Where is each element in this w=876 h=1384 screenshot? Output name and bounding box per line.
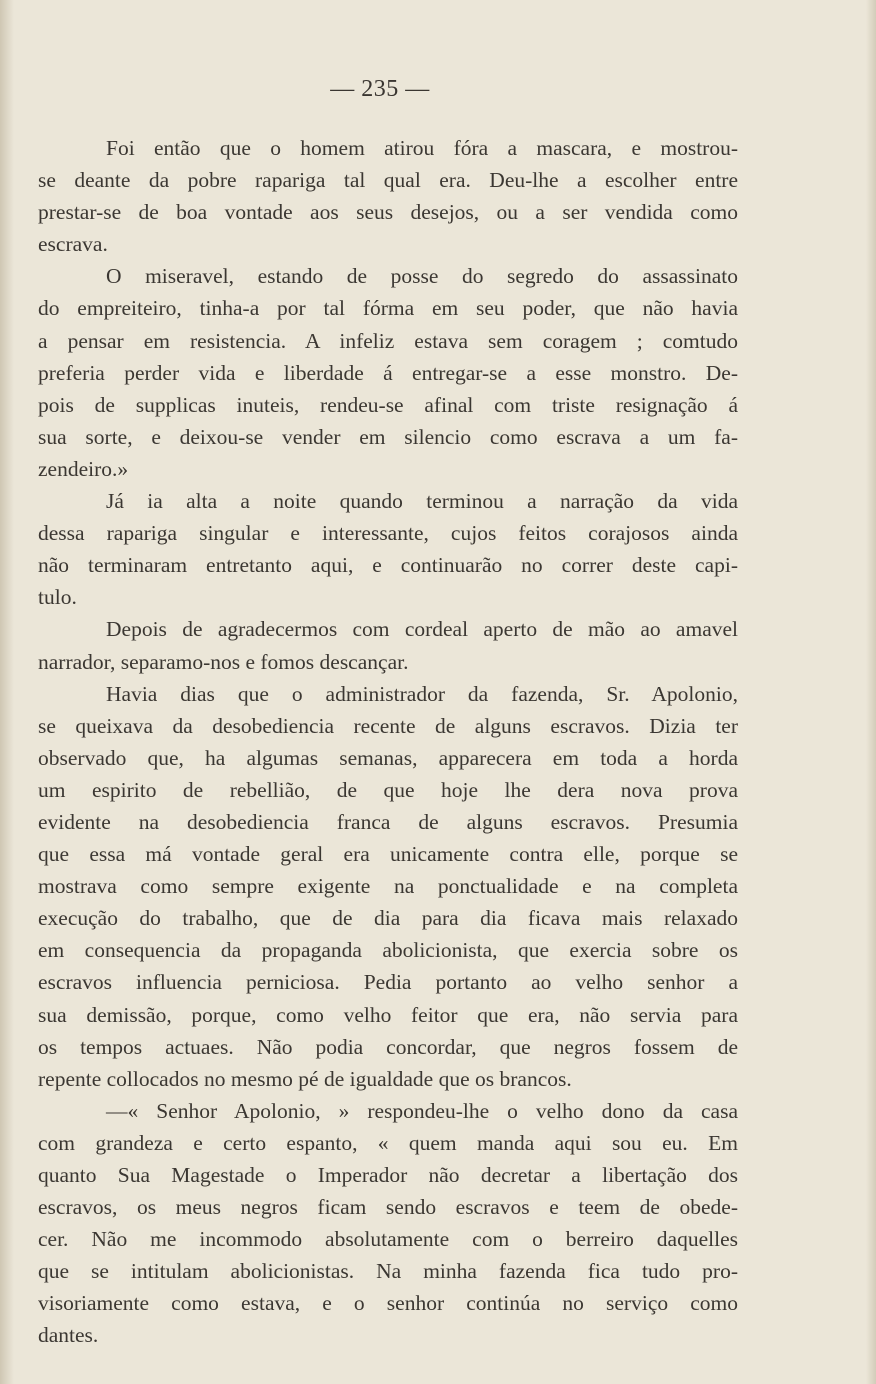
text-line: narrador, separamo-nos e fomos descançar. xyxy=(38,649,409,674)
text-line: dessa rapariga singular e interessante, cujos feitos corajosos ainda xyxy=(38,521,738,546)
text-line: tulo. xyxy=(38,585,77,610)
text-line: Foi então que o homem atirou fóra a mascara, e mostrou- xyxy=(106,136,738,160)
text-line: visoriamente como estava, e o senhor continúa no serviço como xyxy=(38,1291,738,1316)
body-text xyxy=(38,132,738,1352)
text-line: sua demissão, porque, como velho feitor que era, não servia para xyxy=(38,1002,738,1027)
text-line: quanto Sua Magestade o Imperador não decretar a libertação dos xyxy=(38,1163,738,1187)
text-line: O miseravel, estando de posse do segredo do assassinato xyxy=(106,264,738,289)
text-line: evidente na desobediencia franca de alguns escravos. Presumia xyxy=(38,809,738,834)
text-line: do empreiteiro, tinha-a por tal fórma em seu poder, que não havia xyxy=(38,296,738,321)
text-line: se queixava da desobediencia recente de alguns escravos. Dizia ter xyxy=(38,713,738,738)
text-line: que se intitulam abolicionistas. Na minha fazenda fica tudo pro- xyxy=(38,1259,738,1284)
text-line: Depois de agradecermos com cordeal aperto de mão ao amavel xyxy=(106,617,738,642)
text-line: escrava. xyxy=(38,232,108,257)
text-line: não terminaram entretanto aqui, e continuarão no correr deste capi- xyxy=(38,553,738,578)
text-line: cer. Não me incommodo absolutamente com o berreiro daquelles xyxy=(38,1227,738,1252)
text-line: a pensar em resistencia. A infeliz estava sem coragem ; comtudo xyxy=(38,328,738,353)
text-line: Já ia alta a noite quando terminou a narração da vida xyxy=(106,489,738,514)
text-line: que essa má vontade geral era unicamente contra elle, porque se xyxy=(38,842,738,867)
text-line: escravos influencia perniciosa. Pedia portanto ao velho senhor a xyxy=(38,970,738,995)
text-line: com grandeza e certo espanto, « quem manda aqui sou eu. Em xyxy=(38,1130,738,1155)
text-line: prestar-se de boa vontade aos seus desejos, ou a ser vendida como xyxy=(38,200,738,225)
text-line: repente collocados no mesmo pé de igualdade que os brancos. xyxy=(38,1066,572,1091)
text-line: preferia perder vida e liberdade á entregar-se a esse monstro. De- xyxy=(38,360,738,385)
text-line: observado que, ha algumas semanas, apparecera em toda a horda xyxy=(38,745,738,770)
text-line: escravos, os meus negros ficam sendo escravos e teem de obede- xyxy=(38,1195,738,1220)
text-line: dantes. xyxy=(38,1323,99,1348)
text-line: —« Senhor Apolonio, » respondeu-lhe o velho dono da casa xyxy=(106,1098,738,1123)
text-line: execução do trabalho, que de dia para dia ficava mais relaxado xyxy=(38,906,738,931)
text-line: sua sorte, e deixou-se vender em silencio como escrava a um fa- xyxy=(38,424,738,449)
text-line: os tempos actuaes. Não podia concordar, que negros fossem de xyxy=(38,1034,738,1059)
text-line: zendeiro.» xyxy=(38,456,129,481)
text-line: Havia dias que o administrador da fazenda, Sr. Apolonio, xyxy=(106,681,738,706)
text-line: se deante da pobre rapariga tal qual era. Deu-lhe a escolher entre xyxy=(38,168,738,193)
text-line: em consequencia da propaganda abolicionista, que exercia sobre os xyxy=(38,938,738,963)
text-line: um espirito de rebellião, de que hoje lhe dera nova prova xyxy=(38,777,738,802)
page-number: — 235 — xyxy=(330,76,430,102)
text-line: pois de supplicas inuteis, rendeu-se afinal com triste resignação á xyxy=(38,392,738,417)
text-line: mostrava como sempre exigente na ponctualidade e na completa xyxy=(38,874,738,899)
